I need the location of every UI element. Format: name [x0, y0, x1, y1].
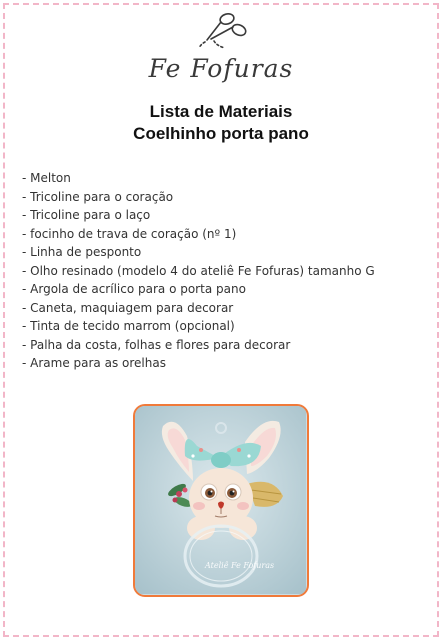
scissors-icon [181, 10, 261, 52]
materials-list [22, 169, 375, 373]
list-item: - Palha da costa, folhas e flores para decorar [22, 337, 291, 352]
photo-watermark: Ateliê Fe Fofuras [205, 561, 275, 570]
list-item: - Linha de pesponto [22, 245, 142, 259]
list-item: - Tricoline para o coração [22, 189, 174, 204]
logo [0, 10, 442, 83]
list-item: - Argola de acrílico para o porta pano [22, 282, 246, 296]
list-item: - Olho resinado (modelo 4 do ateliê Fe Fofuras) tamanho G [22, 263, 375, 278]
list-item: - Arame para as orelhas [22, 356, 166, 370]
list-item: - Tinta de tecido marrom (opcional) [22, 319, 235, 333]
title-line-1: Lista de Materiais [149, 102, 293, 121]
title-block [0, 101, 442, 145]
list-item: - Tricoline para o laço [22, 208, 151, 222]
list-item: - Melton [22, 171, 71, 185]
brand-name: Fe Fofuras [148, 54, 294, 83]
list-item: - focinho de trava de coração (nº 1) [22, 226, 237, 241]
title-line-2: Coelhinho porta pano [133, 124, 309, 143]
bunny-photo [133, 404, 309, 597]
list-item: - Caneta, maquiagem para decorar [22, 300, 234, 315]
